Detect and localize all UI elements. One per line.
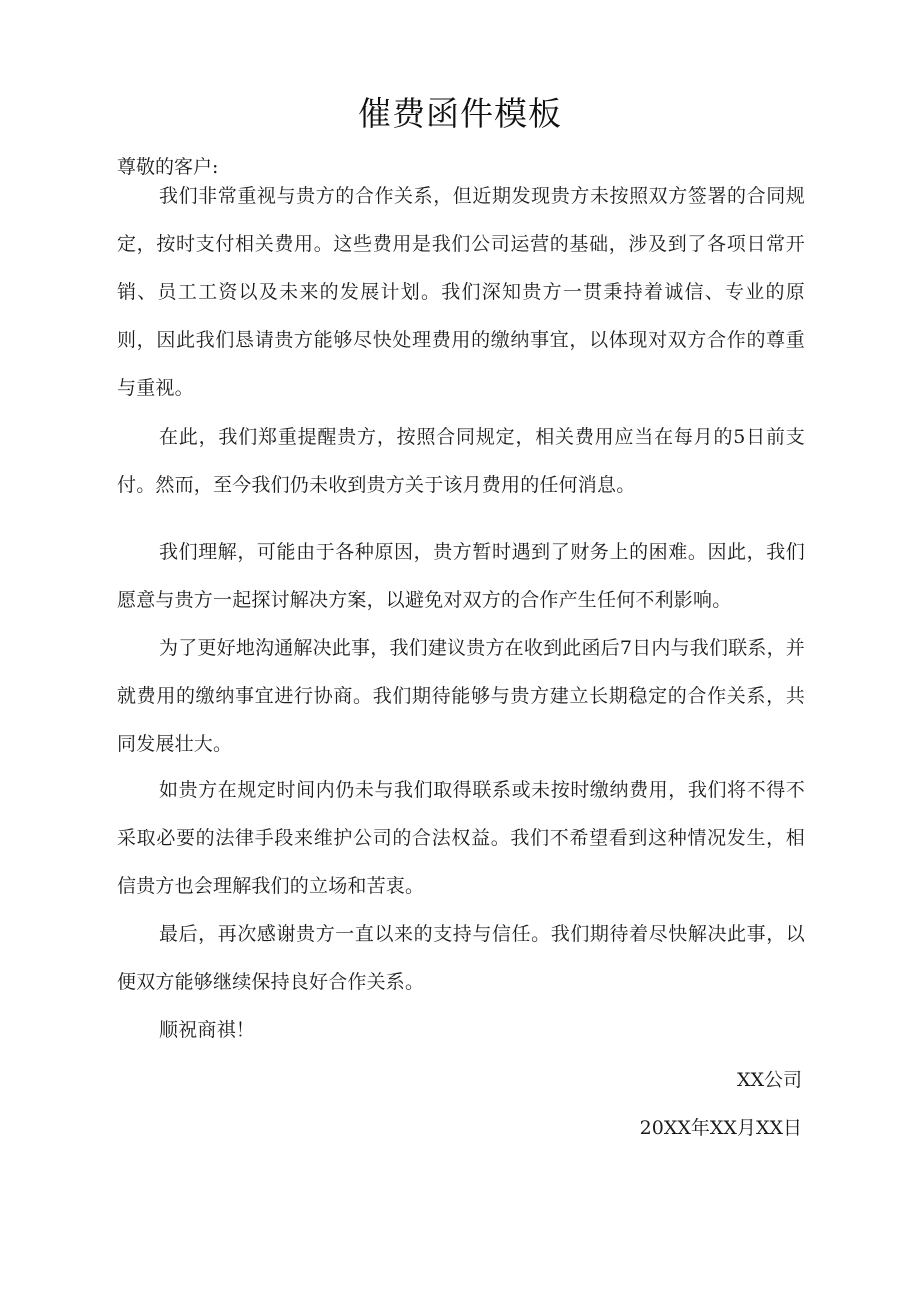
paragraph-4: 为了更好地沟通解决此事，我们建议贵方在收到此函后7日内与我们联系，并就费用的缴纳事宜进行协商。我们期待能够与贵方建立长期稳定的合作关系，共同发展壮大。 (117, 637, 805, 755)
document-title: 催费函件模板 (358, 94, 562, 133)
paragraph-1: 我们非常重视与贵方的合作关系，但近期发现贵方未按照双方签署的合同规定，按时支付相关费用。这些费用是我们公司运营的基础，涉及到了各项日常开销、员工工资以及未来的发展计划。我们深知贵方一贯秉持着诚信、专业的原则，因此我们恳请贵方能够尽快处理费用的缴纳事宜，以体现对双方合作的尊重与重视。 (117, 185, 805, 399)
salutation: 尊敬的客户: (117, 156, 219, 178)
closing-greeting: 顺祝商祺！ (159, 1019, 256, 1041)
paragraph-2: 在此，我们郑重提醒贵方，按照合同规定，相关费用应当在每月的5日前支付。然而，至今我们仍未收到贵方关于该月费用的任何消息。 (117, 426, 805, 496)
signature-date: 20XX年XX月XX日 (639, 1117, 802, 1139)
paragraph-3: 我们理解，可能由于各种原因，贵方暂时遇到了财务上的困难。因此，我们愿意与贵方一起探讨解决方案，以避免对双方的合作产生任何不利影响。 (117, 541, 805, 611)
signature-company: XX公司 (736, 1069, 802, 1091)
paragraph-6: 最后，再次感谢贵方一直以来的支持与信任。我们期待着尽快解决此事，以便双方能够继续保持良好合作关系。 (117, 923, 805, 993)
paragraph-5: 如贵方在规定时间内仍未与我们取得联系或未按时缴纳费用，我们将不得不采取必要的法律手段来维护公司的合法权益。我们不希望看到这种情况发生，相信贵方也会理解我们的立场和苦衷。 (117, 779, 805, 897)
